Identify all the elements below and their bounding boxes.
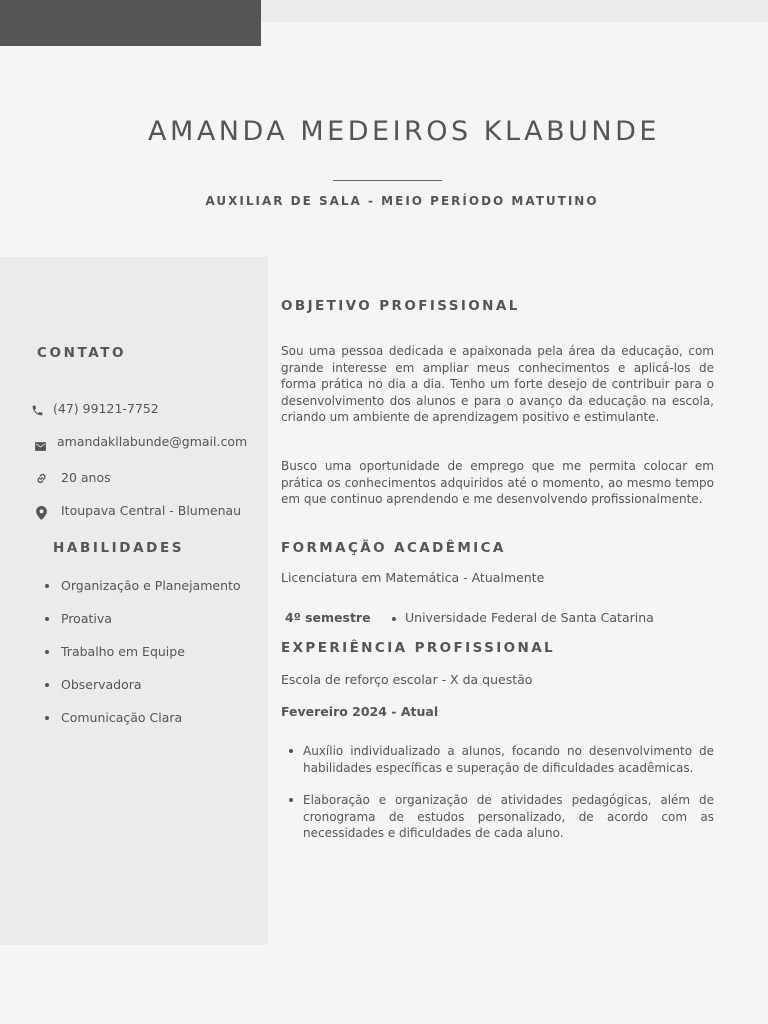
skill-item: Trabalho em Equipe [45,644,185,659]
education-heading: FORMAÇÃO ACADÊMICA [281,540,506,556]
skill-item: Organização e Planejamento [45,578,241,593]
name-rest: MEDEIROS KLABUNDE [300,116,660,147]
education-university: Universidade Federal de Santa Catarina [405,610,654,625]
name-first: AMANDA [148,116,289,147]
experience-item: Auxílio individualizado a alunos, focando no desenvolvimento de habilidades específicas e superação de dificuldades acadêmicas. [303,744,714,775]
top-dark-bar [0,0,261,46]
objective-heading: OBJETIVO PROFISSIONAL [281,298,520,314]
education-semester: 4º semestre [285,610,371,625]
bullet-dot [289,749,293,753]
location-pin-icon [33,505,49,521]
skills-heading: HABILIDADES [53,540,185,556]
email-icon [32,438,48,454]
skill-item: Observadora [45,677,142,692]
contact-heading: CONTATO [37,345,127,361]
name-divider [333,180,442,181]
objective-paragraph-1: Sou uma pessoa dedicada e apaixonada pela área da educação, com grande interesse em ampliar meus conhecimentos e aplicá-los de forma prática no dia a dia. Tenho um forte desejo de contribuir para o desenvolvimento dos alunos e para o avanço da educação na escola, criando um ambiente de aprendizagem positivo e estimulante. [281,344,714,425]
experience-period: Fevereiro 2024 - Atual [281,704,439,719]
bullet-dot [45,683,49,687]
experience-heading: EXPERIÊNCIA PROFISSIONAL [281,640,556,656]
experience-company: Escola de reforço escolar - X da questão [281,672,533,687]
bullet-dot [289,798,293,802]
contact-age: 20 anos [61,470,111,485]
bullet-dot [45,650,49,654]
contact-email: amandakllabunde@gmail.com [57,434,248,449]
bullet-dot [45,617,49,621]
link-icon [33,470,49,486]
experience-item: Elaboração e organização de atividades pedagógicas, além de cronograma de estudos personalizado, de acordo com as necessidades e dificuldades de cada aluno. [303,793,714,841]
skill-item: Comunicação Clara [45,710,182,725]
bullet-dot [45,716,49,720]
bullet-dot [392,617,396,621]
resume-name [0,116,768,147]
job-title: AUXILIAR DE SALA - MEIO PERÍODO MATUTINO [205,194,599,208]
skill-item: Proativa [45,611,112,626]
bullet-dot [45,584,49,588]
phone-icon [29,402,45,418]
top-light-bar [261,0,768,22]
education-course: Licenciatura em Matemática - Atualmente [281,570,545,585]
contact-location: Itoupava Central - Blumenau [61,503,242,518]
objective-paragraph-2: Busco uma oportunidade de emprego que me permita colocar em prática os conhecimentos adquiridos até o momento, ao mesmo tempo em que continuo aprendendo e me desenvolvendo profissionalmente. [281,459,714,507]
contact-phone: (47) 99121-7752 [53,401,159,416]
